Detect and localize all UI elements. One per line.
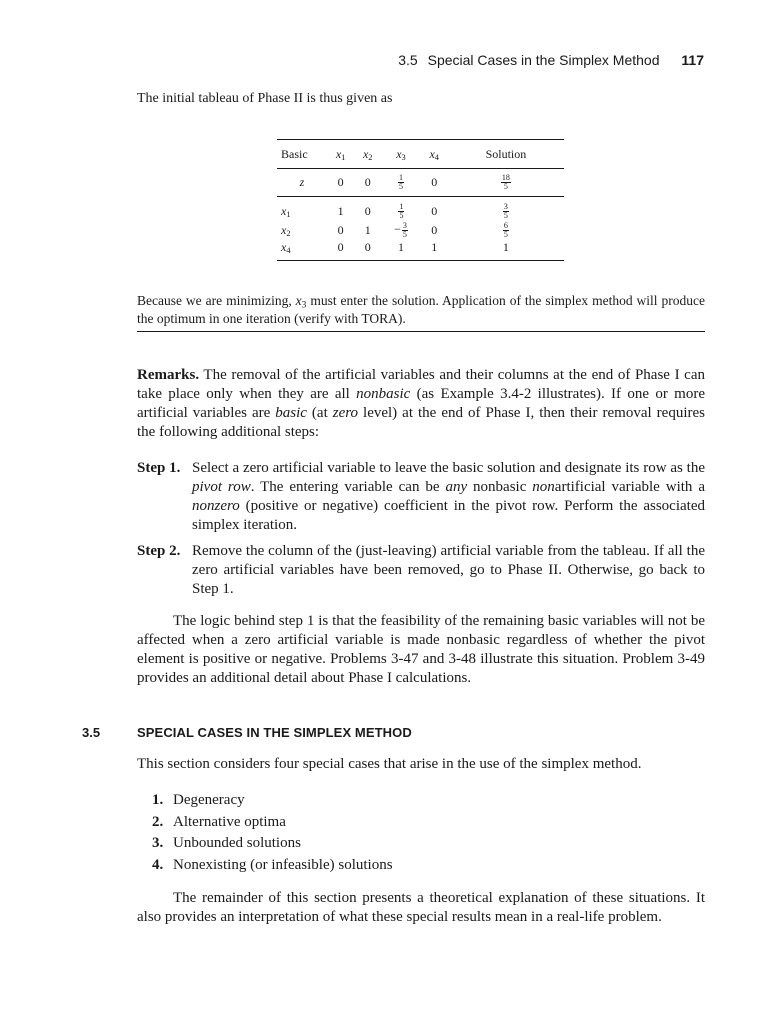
- page-number: 117: [681, 52, 704, 68]
- list-item: 1. Degeneracy: [152, 792, 245, 808]
- example-end-rule: [137, 331, 705, 332]
- step-2-text: Remove the column of the (just-leaving) artificial variable from the tableau. If all the zero artificial variables have been removed, go to Phase II. Otherwise, go back to Step 1.: [192, 543, 705, 597]
- row-x4: 0: [431, 222, 438, 237]
- step-1: [137, 459, 705, 535]
- row-x2: 0: [364, 204, 371, 218]
- header-section-title: Special Cases in the Simplex Method: [427, 52, 660, 68]
- intro-text: The initial tableau of Phase II is thus given as: [137, 91, 393, 106]
- z-solution: $\frac{18}{5}$: [501, 173, 510, 191]
- section-intro: This section considers four special cases that arise in the use of the simplex method.: [137, 756, 642, 772]
- list-item: 3. Unbounded solutions: [152, 835, 301, 851]
- row-x1: 1: [337, 204, 344, 218]
- header-x3: $x_3$: [396, 146, 406, 162]
- section-title: SPECIAL CASES IN THE SIMPLEX METHOD: [137, 725, 412, 740]
- header-x2: $x_2$: [362, 146, 373, 162]
- row-solution: $\frac{6}{5}$: [503, 220, 508, 239]
- header-basic: Basic: [281, 146, 308, 161]
- closing-paragraph: The remainder of this section presents a theoretical explanation of these situations. It also provides an interpretation of what these special results mean in a real-life problem.: [137, 890, 705, 925]
- row-solution: $\frac{3}{5}$: [503, 202, 508, 220]
- row-solution: 1: [502, 240, 509, 255]
- step-1-text: Select a zero artificial variable to leave the basic solution and designate its row as the pivot row. The entering variable can be any nonbasic nonartificial variable with a nonzero (positive or negative) coefficient in the pivot row. Perform the associated simplex iteration.: [192, 460, 705, 533]
- special-cases-list: [152, 790, 393, 876]
- header-solution: Solution: [485, 146, 527, 161]
- row-basic: $x_4$: [281, 240, 291, 256]
- header-x1: $x_1$: [335, 146, 346, 162]
- z-basic: z: [299, 175, 305, 189]
- row-x1: 0: [337, 222, 344, 237]
- row-basic: $x_2$: [281, 222, 291, 238]
- z-x4: 0: [431, 175, 438, 189]
- row-x4: 0: [431, 204, 438, 218]
- list-item: 2. Alternative optima: [152, 813, 286, 830]
- tableau-header-row: [277, 140, 564, 169]
- tableau-z-row: [277, 169, 564, 197]
- row-x2: 0: [364, 240, 371, 255]
- remarks-paragraph: Remarks. The removal of the artificial variables and their columns at the end of Phase I can take place only when they are all nonbasic (as Example 3.4-2 illustrates). If one or more artificial variables are basic (at zero level) at the end of Phase I, then their removal requires the following additional steps:: [137, 367, 705, 440]
- row-x3: − $\frac{3}{5}$: [394, 220, 407, 239]
- tableau-row-x1: [277, 197, 564, 221]
- header-section-number: 3.5: [398, 52, 418, 68]
- row-x3: $\frac{1}{5}$: [399, 202, 404, 220]
- logic-paragraph: The logic behind step 1 is that the feasibility of the remaining basic variables will not be affected when a zero artificial variable is made nonbasic regardless of whether the pivot element is positive or negative. Problems 3-47 and 3-48 illustrate this situation. Problem 3-49 provides an additional detail about Phase I calculations.: [137, 613, 705, 686]
- running-header: [398, 52, 704, 68]
- tableau-row-x2: [277, 220, 564, 240]
- list-item: 4. Nonexisting (or infeasible) solutions: [152, 856, 393, 873]
- row-x2: 1: [364, 222, 371, 237]
- header-x4: $x_4$: [429, 146, 439, 162]
- step-1-label: Step 1.: [137, 460, 181, 476]
- section-number: 3.5: [82, 725, 101, 740]
- example-note: Because we are minimizing, $x_3$ must enter the solution. Application of the simplex method will produce the optimum in one iteration (verify with TORA).: [137, 293, 705, 326]
- z-x1: 0: [337, 175, 344, 189]
- step-2-label: Step 2.: [137, 543, 181, 559]
- row-x4: 1: [431, 240, 438, 255]
- simplex-tableau: [277, 139, 564, 261]
- row-basic: $x_1$: [281, 204, 291, 220]
- tableau-row-x4: [277, 240, 564, 260]
- z-x3: $\frac{1}{5}$: [398, 173, 403, 191]
- step-2: [137, 542, 705, 599]
- row-x1: 0: [337, 240, 344, 255]
- row-x3: 1: [397, 240, 404, 255]
- z-x2: 0: [364, 175, 371, 189]
